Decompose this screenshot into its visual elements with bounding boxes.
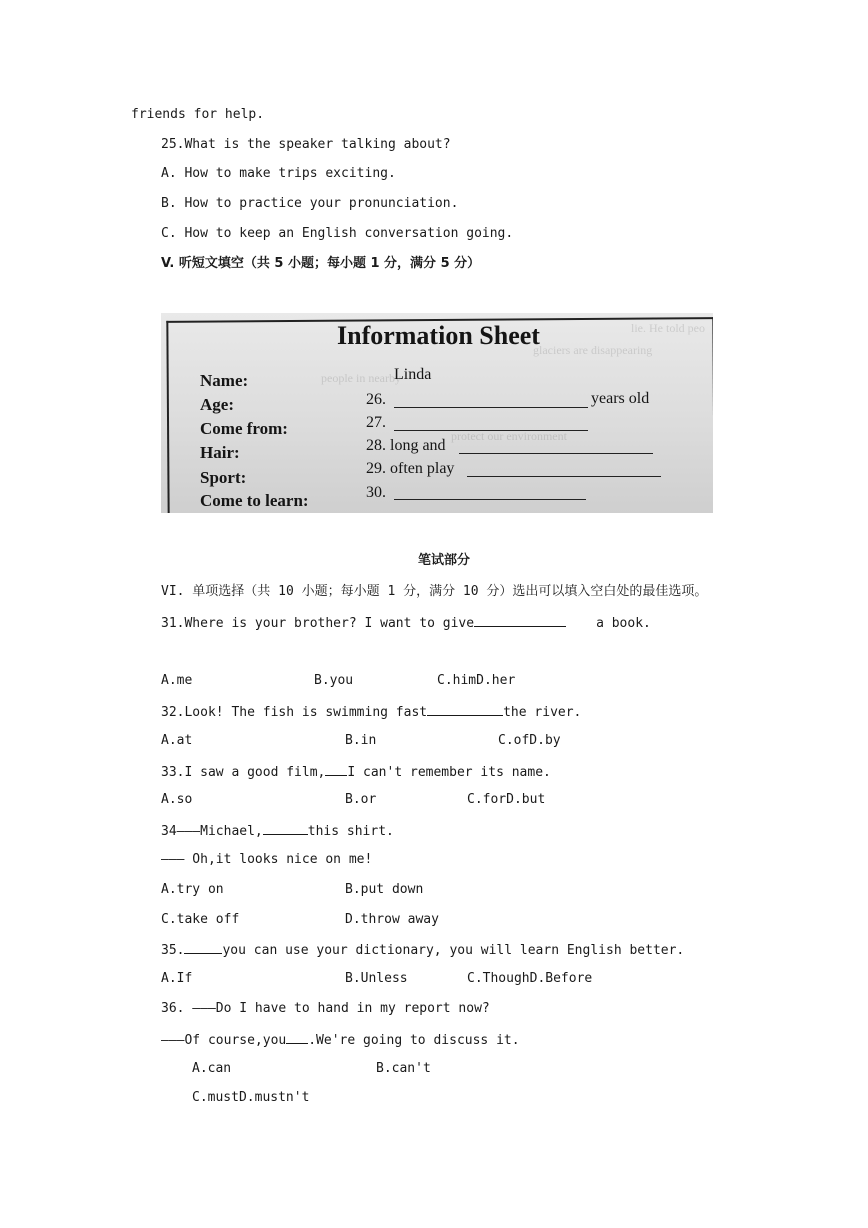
- item-28: 28. long and: [366, 437, 446, 454]
- blank-35: [184, 941, 222, 954]
- option-32b: B.in: [345, 733, 377, 748]
- information-sheet-image: [161, 313, 713, 513]
- question-31: [161, 614, 651, 632]
- option-32cd: C.ofD.by: [498, 733, 561, 748]
- item-27: 27.: [366, 414, 386, 431]
- question-31-text: 31.Where is your brother? I want to give: [161, 616, 475, 631]
- blank-27: [394, 430, 588, 431]
- value-name: Linda: [394, 366, 432, 383]
- option-31b: B.you: [314, 673, 354, 688]
- bleed-through-text: glaciers are disappearing: [533, 343, 653, 357]
- label-age: Age:: [200, 395, 234, 414]
- sheet-title: Information Sheet: [337, 321, 540, 350]
- question-33-end: I can't remember its name.: [347, 765, 551, 780]
- option-34c: C.take off: [161, 912, 240, 927]
- option-33a: A.so: [161, 792, 193, 807]
- blank-36: [286, 1031, 308, 1044]
- option-25a: A. How to make trips exciting.: [161, 166, 396, 181]
- text-line: friends for help.: [131, 107, 265, 122]
- option-34b: B.put down: [345, 882, 424, 897]
- written-part-heading: 笔试部分: [418, 553, 471, 568]
- blank-28: [459, 453, 653, 454]
- item-26: 26.: [366, 391, 386, 408]
- question-35: [161, 941, 684, 959]
- option-31a: A.me: [161, 673, 193, 688]
- option-33b: B.or: [345, 792, 377, 807]
- question-36-reply-text: ———Of course,you: [161, 1033, 287, 1048]
- label-come-to-learn: Come to learn:: [200, 491, 309, 510]
- blank-26: [394, 407, 588, 408]
- question-36-reply: [161, 1031, 520, 1049]
- option-35a: A.If: [161, 971, 193, 986]
- section-5-heading: V. 听短文填空（共 5 小题；每小题 1 分，满分 5 分）: [161, 256, 481, 271]
- bleed-through-text: lie. He told peo: [631, 321, 705, 335]
- question-36: 36. ———Do I have to hand in my report now?: [161, 1001, 490, 1016]
- question-36-end: .We're going to discuss it.: [308, 1033, 520, 1048]
- option-35cd: C.ThoughD.Before: [467, 971, 593, 986]
- question-32: [161, 703, 581, 721]
- label-come-from: Come from:: [200, 419, 288, 438]
- question-34-text: 34———Michael,: [161, 824, 263, 839]
- blank-32: [427, 703, 503, 716]
- question-34-reply: ——— Oh,it looks nice on me!: [161, 852, 373, 867]
- blank-34: [263, 822, 308, 835]
- question-25: 25.What is the speaker talking about?: [161, 137, 451, 152]
- question-35-text: 35.: [161, 943, 185, 958]
- question-35-end: you can use your dictionary, you will learn English better.: [222, 943, 685, 958]
- label-name: Name:: [200, 371, 249, 390]
- option-25b: B. How to practice your pronunciation.: [161, 196, 459, 211]
- option-25c: C. How to keep an English conversation going.: [161, 226, 514, 241]
- label-sport: Sport:: [200, 468, 247, 487]
- question-34-end: this shirt.: [307, 824, 394, 839]
- option-33cd: C.forD.but: [467, 792, 546, 807]
- question-33-text: 33.I saw a good film,: [161, 765, 326, 780]
- option-36a: A.can: [192, 1061, 232, 1076]
- option-36b: B.can't: [376, 1061, 431, 1076]
- option-35b: B.Unless: [345, 971, 408, 986]
- label-hair: Hair:: [200, 443, 240, 462]
- option-34d: D.throw away: [345, 912, 439, 927]
- question-32-end: the river.: [503, 705, 582, 720]
- blank-29: [467, 476, 661, 477]
- blank-33: [325, 763, 347, 776]
- option-34a: A.try on: [161, 882, 224, 897]
- option-32a: A.at: [161, 733, 193, 748]
- blank-30: [394, 499, 586, 500]
- item-30: 30.: [366, 484, 386, 501]
- option-31cd: C.himD.her: [437, 673, 516, 688]
- blank-31: [474, 614, 566, 627]
- years-old-text: years old: [591, 390, 650, 407]
- question-31-end: a book.: [596, 616, 651, 631]
- question-32-text: 32.Look! The fish is swimming fast: [161, 705, 428, 720]
- section-6-heading: VI. 单项选择（共 10 小题；每小题 1 分，满分 10 分）选出可以填入空白处的最佳选项。: [161, 584, 708, 599]
- bleed-through-text: protect our environment: [451, 429, 567, 443]
- question-33: [161, 763, 551, 781]
- question-34: [161, 822, 394, 840]
- option-36cd: C.mustD.mustn't: [192, 1090, 310, 1105]
- item-29: 29. often play: [366, 460, 455, 477]
- bleed-through-text: people in nearby: [321, 371, 401, 385]
